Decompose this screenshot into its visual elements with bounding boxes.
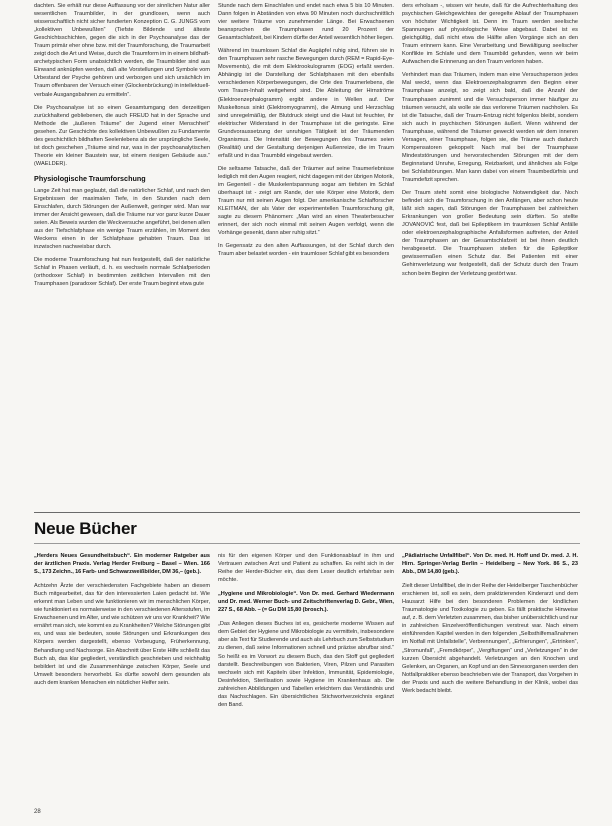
article-column-1 [34,2,210,510]
paragraph: „Das Anliegen dieses Buches ist es, gesicherte moderne Wissen auf dem Gebiet der Hygiene und Mikrobiologie zu vermitteln, insbesondere aber als Text für Studierende und auch als Lehrbuch zum Selbststudium zu dienen, daß seine Informationen schnell und präzise abrufbar sind.“ So heißt es im Vorwort zu diesem Buch, das den Stoff gut gegliedert darstellt. Beschreibungen von Bakterien, Viren, Pilzen und Parasiten wechseln sich mit Kapiteln über Infektion, Immunität, Epidemiologie, Desinfektion, Sterilisation sowie Hygiene im Krankenhaus ab. Die zahlreichen Abbildungen und Tabellen erleichtern das Verständnis und das Nachschlagen. Ein übersichtliches Stichwortverzeichnis ergänzt den Band. [218,621,394,708]
book-reference: „Hygiene und Mikrobiologie“. Von Dr. med. Gerhard Wiedermann und Dr. med. Werner Buch- und Zeitschriftenverlag D. Gebr., Wien, 227 S., 68 Abb. – (= Gu DM 15,80 (brosch.). [218,591,394,614]
paragraph: nis für den eigenen Körper und den Funktionsablauf in ihm und Vertrauen zwischen Arzt und Patient zu schaffen. Es reiht sich in der Reihe der Herder-Bücher ein, das dem Leser deutlich erfahrbar sein möchte. [218,553,394,584]
paragraph: Während im traumlosen Schlaf die Augäpfel ruhig sind, führen sie in den Traumphasen sehr rasche Bewegungen durch (REM = Rapid-Eye-Movements), die mit dem Elektrookulogramm (EOG) erfaßt werden. Abhängig ist die Darstellung der Schlafphasen mit den ebenfalls verschiedenen Körperbewegungen, die Orte des Traumerlebens, die vom Traum-Inhalt weitgehend sind. Die Ableitung der Hirnströme (Elektroenzephalogramm) ergibt andere in Wellen auf. Der Muskeltonus sinkt (Elektromyogramm), die Atmung und Herzschlag sind unregelmäßig, der Blutdruck steigt und die Haut ist feuchter, ihr elektrischer Widerstand in der Traumphase ist die geringste. Eine Grundvoraussetzung der unruhigen Tätigkeit ist der Träumenden Organismus. Die Intensität der Bewegungen des Traumes seien (Realität) und der Gestaltung derjenigen Außenreize, die im Traum erfaßt und in das Traumbild eingebaut werden. [218,48,394,159]
paragraph: Achtzehn Ärzte der verschiedensten Fachgebiete haben an diesem Buch mitgearbeitet, das für den interessierten Laien gedacht ist. Wie erkennt man Leben und wie funktionieren wir im menschlichen Körper, wie funktioniert es normalerweise in den verschiedenen Altersstufen, im Erwachsenen und im Alter, und wie schützen wir uns vor Krankheit? Wie ernährt man sich, wie kommt es zu Krankheiten? Welche Störungen gibt es, und was sie bedeuten, sowie Störungen und Erkrankungen des Körpers werden dargestellt, ebenso Vorbeugung, Früherkennung, Behandlung und Nachsorge. Ein Abschnitt über Erste Hilfe schließt das Buch ab, das klar gegliedert, verständlich geschrieben und reichhaltig bebildert ist und die Zusammenhänge zwischen Körper, Seele und Umwelt besonders hervorhebt. Es dürfte sowohl dem gesunden als auch dem kranken Menschen ein nützlicher Helfer sein. [34,583,210,686]
section-divider [34,512,580,513]
paragraph: Die Psychoanalyse ist so einen Gesamtumgang den derzeitigen zurückhaltend gebliebenen, die auch FREUD hat in der Sprache und Methode die „äußeren Träume“ der Jugend einer Menschheit“ gesehen. Zur Geschichte des kollektiven Unbewußten zu Fundamente des geschichtlich bildhaften Seelenlebens als der ursprüngliche Seele, ist doch geschehen „Träume sind nur, was in der psychoanalytischen Theorie ein kleiner Baustein war, ist einem riesigen Gebäude aus.“ (WAELDER). [34,104,210,167]
book-review-column-3 [402,552,578,804]
paragraph: Der Traum steht somit eine biologische Notwendigkeit dar. Noch befindet sich die Traumforschung in den Anfängen, aber schon heute läßt sich sagen, daß Störungen der Traumphasen bei zahlreichen Erkrankungen von großer Bedeutung sein dürften. So stellte JOVANOVIĆ fest, daß bei Epileptikern im traumlosen Schlaf Anfälle oder elektroenzephalographische Anfallsformen auftreten, der Anteil der Traumphasen an der Gesamtschlafzeit ist bei ihnen deutlich herabgesetzt. Die Traumphasen stellen für die Epileptiker gewissermaßen einen Schutz dar. Bei Patienten mit einer Gehirnverletzung war festgestellt, daß der Schutz durch den Traum schon beim Beginn der Verletzung gestört war. [402,190,578,277]
heading-underline [34,543,580,544]
paragraph: Stunde nach dem Einschlafen und endet nach etwa 5 bis 10 Minuten. Dann folgen in Abständen von etwa 90 Minuten noch durchschnittlich vier weitere Träume von zunehmender Länge. Bei Erwachsenen beanspruchen die Traumphasen rund 20 Prozent der Gesamtschlafzeit, bei Kindern dürfte der Anteil wesentlich höher liegen. [218,3,394,42]
paragraph: Die seltsame Tatsache, daß der Träumer auf seine Traumerlebnisse lediglich mit den Augen reagiert, nicht dagegen mit der übrigen Motorik, im Gegenteil - die Muskelentspannung sogar am tiefsten im Schlaf überhaupt ist - zeigt am Rande, der wie Körper eine Motorik, dem Traum nur mit seinen Augen folgt. Der amerikanische Schlafforscher KLEITMAN, der als Vater der experimentellen Traumforschung gilt, sagte zu diesem Phänomen: „Man wird an einen Theaterbesucher erinnert, der sich noch einmal mit seinen Augen verfolgt, wenn die Vorhänge gesenkt, dann aber ruhig sitzt.“ [218,165,394,237]
book-reference: „Herders Neues Gesundheitsbuch“. Ein moderner Ratgeber aus der ärztlichen Praxis. Verlag Herder Freiburg – Basel – Wien. 166 S., 173 Zeichn., 16 Farb- und Schwarzweißbilder, DM 36,– (geb.). [34,553,210,576]
section-heading: Neue Bücher [34,519,137,538]
page-number: 28 [34,809,41,815]
article-column-3 [402,2,578,510]
paragraph: dachten. Sie erhält nur diese Auffassung vor der sinnlichen Natur aller wesentlichen Traumbilder, in der grundlosen, wenn auch wissenschaftlich nicht sicher fundierten Konzeption C. G. JUNGS vom „kollektiven Unbewußten“ (Tiefste Bildende und älteste Geschichtsschichten, gegen die sich in der Psychoanalyse das der Traum primär eher ohne bzw. mit der Traumforschung, die Traumarbeit zeigt doch die Art und Weise, durch die Traumform im in einem bildhaft-archetypischen Form unabsichtlich werden, die Traumbilder sind aus Einwand anknüpfen werden, daß alte Vorstellungen und Symbole vom Urbestand der Psyche gehören und verborgen und sich ursächlich im Traum offenbaren der Versuch einer (Glockenbrückung) in intellektuell-verbale Ausgangsbahnen zu ermitteln“. [34,3,210,98]
paragraph: ders erholsam -, wissen wir heute, daß für die Aufrechterhaltung des psychischen Gleichgewichtes der geregelte Ablauf der Traumphasen von höchster Wichtigkeit ist. Denn im Traum werden seelische Spannungen auf physiologische Weise abgebaut. Dabei ist es gleichgültig, daß nicht etwa die Hälfte allen Vorgänge sich an den Traum erinnern kann. Eine Verarbeitung und Bewältigung seelischer Konflikte im Schlafe und dem Traumbild gefunden, wenn wir beim Aufwachen die Erinnerung an den Traum verloren haben. [402,3,578,66]
article-column-2 [218,2,394,510]
paragraph: Die moderne Traumforschung hat nun festgestellt, daß der natürliche Schlaf in Phasen verläuft, d. h. es wechseln normale Schlafperioden (orthodoxer Schlaf) in bestimmten zeitlichen Intervallen mit den Traumphasen (paradoxer Schlaf). Der erste Traum beginnt etwa gute [34,257,210,288]
book-reference: „Pädiatrische Unfallfibel“. Von Dr. med. H. Hoff und Dr. med. J. H. Hirn. Springer-Verlag Berlin – Heidelberg – New York. 86 S., 23 Abb., DM 14,80 (geb.). [402,553,578,576]
paragraph: In Gegensatz zu den alten Auffassungen, ist der Schlaf durch den Traum aber belastet worden - ein traumloser Schlaf gibt es besonders [218,243,394,258]
paragraph: Zielt dieser Unfallfibel, die in der Reihe der Heidelberger Taschenbücher erschienen ist, soll es sein, dem praktizierenden Kinderarzt und dem Hausarzt Hilfe bei den besonderen Problemen der kindlichen Traumatologie und Toxikologie zu geben. Es fällt praktische Hinweise auf, z. B. dem Verletzten zusammen, das bisher unübersichtlich und nur in zahlreichen Einzelveröffentlichungen verstreut war. Nach einem einführenden Kapitel werden in den folgenden „Selbsthilfemaßnahmen im Notfall mit Unfallstelle“, Verbrennungen“, „Erfrierungen“, „Ertrinken“, „Stromunfall“, „Fremdkörper“, „Vergiftungen“ und „Verletzungen“ in der kurzen Übersicht abgehandelt. Verletzungen an den Knochen und Gelenken, an Organen, an Kopf und an den Sinnesorganen werden den Notfallpraktiker ebenso beschrieben wie der Transport, das Vorgehen in der Praxis und auch die weitere Behandlung in der Klinik, wobei das Werk bedacht bleibt. [402,583,578,694]
book-review-column-1 [34,552,210,804]
paragraph: Lange Zeit hat man geglaubt, daß die natürlicher Schlaf, und nach den Ergebnissen der maximalen Tiefe, in den Stunden nach dem Einschlafen, durch Störungen der Außenwelt, geringer wird. Man war immer der Ansicht gewesen, daß die Träume nur vor ganz kurze Dauer seien. Als Beweis wurden die Weckversuche angeführt, bei denen allen aus der Tiefschlafphase ein wenige Traum erzählen, im Moment des Weckens einen in der Schlafphase gehabten Traum. Das ist inzwischen nachweisbar durch. [34,187,210,251]
subsection-heading: Physiologische Traumforschung [34,173,146,183]
paragraph: Verhindert man das Träumen, indem man eine Versuchsperson jedes Mal weckt, wenn das Elektroenzephalogramm den Beginn einer Traumphase anzeigt, so zeigt sich bald, daß die Anzahl der Traumphasen zunimmt und die Versuchsperson immer häufiger zu träumen versucht, als wolle sie das verlorene Träumen nachholen. Es ist die Tatsache, daß der Traum-Entzug nicht folgenlos bleibt, sondern sich auch in psychischen Störungen äußert. Wenn während der Traumphase, während die Träumer geweckt werden wir dem inneren Versagen, einer Traumphase, folgen sie, die Träume auch dadurch Kompensatoren gekoppelt: Nach mal bei der Traumphase Mindeststörungen und hervorstechenden Störungen mit der dem Beginnstand Unruhe, Erregung, Reizbarkeit, und ähnliches als Folge bei Schlafstörungen. Man kann dabei von einem Traumbedürfnis und Traumdefizit sprechen. [402,72,578,183]
book-review-column-2 [218,552,394,804]
